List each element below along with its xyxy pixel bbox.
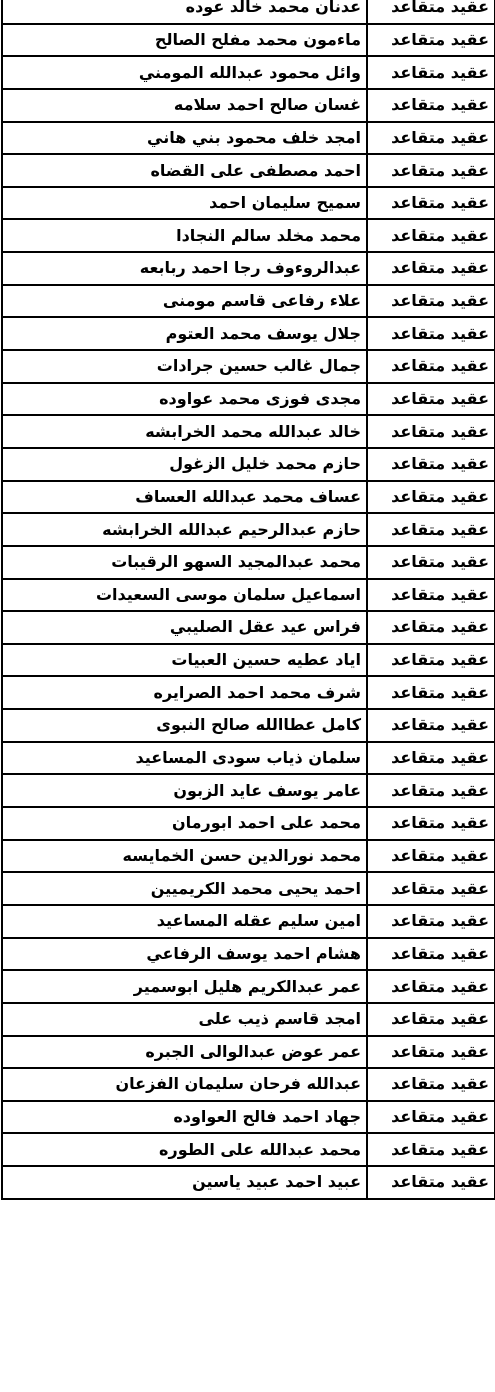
rank-cell: عقيد متقاعد xyxy=(367,1133,495,1166)
officer-name-cell: هشام احمد يوسف الرفاعي xyxy=(2,938,367,971)
officer-name-cell: كامل عطاالله صالح النبوى xyxy=(2,709,367,742)
officer-name-cell: امين سليم عقله المساعيد xyxy=(2,905,367,938)
table-row xyxy=(2,774,495,807)
rank-cell: عقيد متقاعد xyxy=(367,0,495,24)
table-row xyxy=(2,89,495,122)
table-row xyxy=(2,415,495,448)
rank-cell: عقيد متقاعد xyxy=(367,448,495,481)
rank-cell: عقيد متقاعد xyxy=(367,905,495,938)
table-row xyxy=(2,579,495,612)
rank-cell: عقيد متقاعد xyxy=(367,24,495,57)
table-row xyxy=(2,56,495,89)
table-row xyxy=(2,872,495,905)
officer-name-cell: عدنان محمد خالد عوده xyxy=(2,0,367,24)
rank-cell: عقيد متقاعد xyxy=(367,1101,495,1134)
table-row xyxy=(2,1133,495,1166)
rank-cell: عقيد متقاعد xyxy=(367,252,495,285)
rank-cell: عقيد متقاعد xyxy=(367,89,495,122)
rank-cell: عقيد متقاعد xyxy=(367,1166,495,1199)
rank-cell: عقيد متقاعد xyxy=(367,807,495,840)
table-row xyxy=(2,840,495,873)
officer-name-cell: جمال غالب حسين جرادات xyxy=(2,350,367,383)
table-row xyxy=(2,448,495,481)
rank-cell: عقيد متقاعد xyxy=(367,872,495,905)
rank-cell: عقيد متقاعد xyxy=(367,709,495,742)
table-row xyxy=(2,1101,495,1134)
table-row xyxy=(2,383,495,416)
rank-cell: عقيد متقاعد xyxy=(367,415,495,448)
officer-name-cell: احمد مصطفى على القضاه xyxy=(2,154,367,187)
officer-name-cell: سلمان ذياب سودى المساعيد xyxy=(2,742,367,775)
rank-cell: عقيد متقاعد xyxy=(367,938,495,971)
rank-cell: عقيد متقاعد xyxy=(367,350,495,383)
rank-cell: عقيد متقاعد xyxy=(367,383,495,416)
officer-name-cell: اسماعيل سلمان موسى السعيدات xyxy=(2,579,367,612)
rank-cell: عقيد متقاعد xyxy=(367,742,495,775)
rank-cell: عقيد متقاعد xyxy=(367,154,495,187)
table-row xyxy=(2,285,495,318)
table-row xyxy=(2,1068,495,1101)
officer-name-cell: شرف محمد احمد الصرايره xyxy=(2,676,367,709)
officer-name-cell: محمد على احمد ابورمان xyxy=(2,807,367,840)
table-row xyxy=(2,317,495,350)
officer-name-cell: غسان صالح احمد سلامه xyxy=(2,89,367,122)
rank-cell: عقيد متقاعد xyxy=(367,1036,495,1069)
rank-cell: عقيد متقاعد xyxy=(367,1003,495,1036)
officer-name-cell: عبيد احمد عبيد ياسين xyxy=(2,1166,367,1199)
officer-name-cell: وائل محمود عبدالله المومني xyxy=(2,56,367,89)
officer-name-cell: خالد عبدالله محمد الخرابشه xyxy=(2,415,367,448)
officer-name-cell: عبدالروءوف رجا احمد ربابعه xyxy=(2,252,367,285)
officer-name-cell: جهاد احمد فالح العواوده xyxy=(2,1101,367,1134)
table-row xyxy=(2,481,495,514)
officer-name-cell: محمد عبدالله على الطوره xyxy=(2,1133,367,1166)
rank-cell: عقيد متقاعد xyxy=(367,481,495,514)
rank-cell: عقيد متقاعد xyxy=(367,187,495,220)
rank-cell: عقيد متقاعد xyxy=(367,1068,495,1101)
rank-cell: عقيد متقاعد xyxy=(367,970,495,1003)
rank-cell: عقيد متقاعد xyxy=(367,56,495,89)
rank-cell: عقيد متقاعد xyxy=(367,546,495,579)
officer-name-cell: احمد يحيى محمد الكريميين xyxy=(2,872,367,905)
officer-name-cell: علاء رفاعى قاسم مومنى xyxy=(2,285,367,318)
table-row xyxy=(2,709,495,742)
table-row xyxy=(2,546,495,579)
officer-name-cell: اياد عطيه حسين العبيات xyxy=(2,644,367,677)
table-row xyxy=(2,0,495,24)
rank-cell: عقيد متقاعد xyxy=(367,285,495,318)
officer-name-cell: امجد قاسم ذيب على xyxy=(2,1003,367,1036)
officer-name-cell: عامر يوسف عايد الزبون xyxy=(2,774,367,807)
officer-name-cell: امجد خلف محمود بني هاني xyxy=(2,122,367,155)
table-row xyxy=(2,219,495,252)
table-row xyxy=(2,1003,495,1036)
rank-cell: عقيد متقاعد xyxy=(367,513,495,546)
table-row xyxy=(2,938,495,971)
table-row xyxy=(2,742,495,775)
officer-name-cell: محمد مخلد سالم النجادا xyxy=(2,219,367,252)
table-row xyxy=(2,252,495,285)
table-row xyxy=(2,1166,495,1199)
table-row xyxy=(2,187,495,220)
table-row xyxy=(2,905,495,938)
table-row xyxy=(2,154,495,187)
rank-cell: عقيد متقاعد xyxy=(367,611,495,644)
officer-name-cell: عساف محمد عبدالله العساف xyxy=(2,481,367,514)
rank-cell: عقيد متقاعد xyxy=(367,676,495,709)
officer-name-cell: محمد نورالدين حسن الخمايسه xyxy=(2,840,367,873)
table-row xyxy=(2,676,495,709)
rank-cell: عقيد متقاعد xyxy=(367,122,495,155)
rank-cell: عقيد متقاعد xyxy=(367,317,495,350)
officer-name-cell: حازم محمد خليل الزغول xyxy=(2,448,367,481)
rank-cell: عقيد متقاعد xyxy=(367,644,495,677)
rank-cell: عقيد متقاعد xyxy=(367,579,495,612)
officer-name-cell: فراس عيد عقل الصليبي xyxy=(2,611,367,644)
table-row xyxy=(2,122,495,155)
table-row xyxy=(2,1036,495,1069)
officer-name-cell: عمر عوض عبدالوالى الجبره xyxy=(2,1036,367,1069)
officer-name-cell: محمد عبدالمجيد السهو الرقيبات xyxy=(2,546,367,579)
rank-cell: عقيد متقاعد xyxy=(367,774,495,807)
officer-name-cell: عبدالله فرحان سليمان الفزعان xyxy=(2,1068,367,1101)
table-row xyxy=(2,970,495,1003)
retired-officers-table xyxy=(1,0,495,1200)
officer-name-cell: سميح سليمان احمد xyxy=(2,187,367,220)
officer-name-cell: مجدى فوزى محمد عواوده xyxy=(2,383,367,416)
table-row xyxy=(2,350,495,383)
table-row xyxy=(2,513,495,546)
table-row xyxy=(2,611,495,644)
roster-body xyxy=(2,0,495,1199)
officer-name-cell: ماءمون محمد مفلح الصالح xyxy=(2,24,367,57)
rank-cell: عقيد متقاعد xyxy=(367,840,495,873)
officer-name-cell: عمر عبدالكريم هليل ابوسمير xyxy=(2,970,367,1003)
officer-name-cell: حازم عبدالرحيم عبدالله الخرابشه xyxy=(2,513,367,546)
rank-cell: عقيد متقاعد xyxy=(367,219,495,252)
table-row xyxy=(2,644,495,677)
officer-name-cell: جلال يوسف محمد العتوم xyxy=(2,317,367,350)
table-row xyxy=(2,24,495,57)
table-row xyxy=(2,807,495,840)
